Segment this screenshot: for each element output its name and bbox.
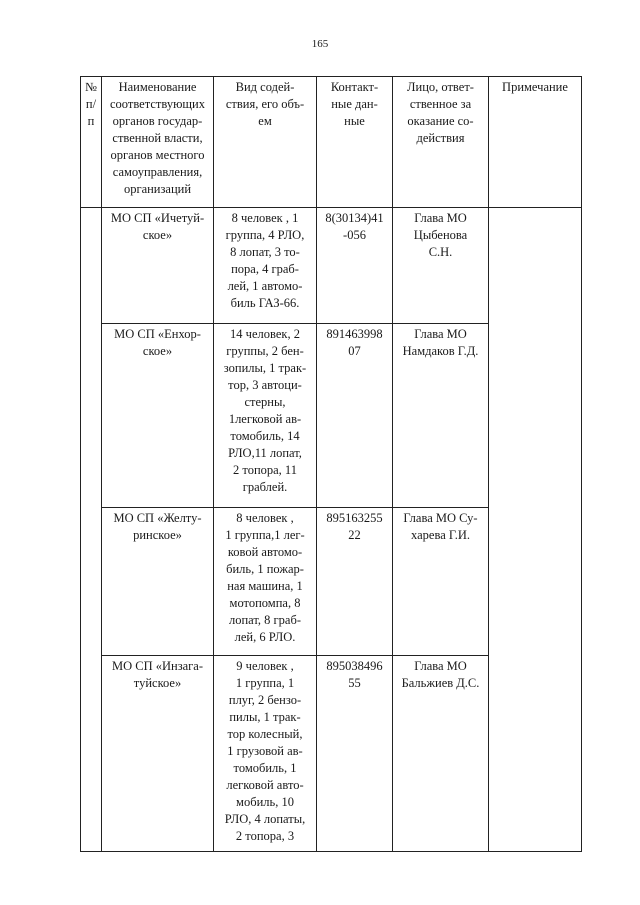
contact-cell: 891463998 07 bbox=[317, 324, 393, 508]
header-responsible: Лицо, ответ- ственное за оказание со- действия bbox=[393, 77, 489, 208]
org-cell: МО СП «Ичетуй- ское» bbox=[102, 208, 214, 324]
org-cell: МО СП «Енхор- ское» bbox=[102, 324, 214, 508]
assistance-cell: 8 человек , 1 группа,1 лег- ковой автомо- биль, 1 пожар- ная машина, 1 мотопомпа, 8 лопат, 8 граб- лей, 6 РЛО. bbox=[214, 508, 317, 656]
contact-cell: 895163255 22 bbox=[317, 508, 393, 656]
number-cell bbox=[81, 208, 102, 852]
page-number: 165 bbox=[311, 38, 329, 50]
header-number: № п/ п bbox=[81, 77, 102, 208]
table-row bbox=[81, 208, 582, 324]
responsible-cell: Глава МО Бальжиев Д.С. bbox=[393, 656, 489, 852]
note-cell bbox=[489, 208, 582, 852]
responsible-cell: Глава МО Цыбенова С.Н. bbox=[393, 208, 489, 324]
contact-cell: 895038496 55 bbox=[317, 656, 393, 852]
org-cell: МО СП «Инзага- туйское» bbox=[102, 656, 214, 852]
responsible-cell: Глава МО Су- харева Г.И. bbox=[393, 508, 489, 656]
responsible-cell: Глава МО Намдаков Г.Д. bbox=[393, 324, 489, 508]
header-contact: Контакт- ные дан- ные bbox=[317, 77, 393, 208]
header-assistance: Вид содей- ствия, его объ- ем bbox=[214, 77, 317, 208]
org-cell: МО СП «Желту- ринское» bbox=[102, 508, 214, 656]
table-header-row bbox=[81, 77, 582, 208]
assistance-cell: 14 человек, 2 группы, 2 бен- зопилы, 1 трак- тор, 3 автоци- стерны, 1легковой ав- томобиль, 14 РЛО,11 лопат, 2 топора, 11 граблей. bbox=[214, 324, 317, 508]
header-organization: Наименование соответствующих органов государ- ственной власти, органов местного самоуправления, организаций bbox=[102, 77, 214, 208]
header-note: Примечание bbox=[489, 77, 582, 208]
assistance-table bbox=[80, 76, 582, 852]
assistance-cell: 8 человек , 1 группа, 4 РЛО, 8 лопат, 3 то- пора, 4 граб- лей, 1 автомо- биль ГАЗ-66. bbox=[214, 208, 317, 324]
contact-cell: 8(30134)41 -056 bbox=[317, 208, 393, 324]
assistance-cell: 9 человек , 1 группа, 1 плуг, 2 бензо- пилы, 1 трак- тор колесный, 1 грузовой ав- томобиль, 1 легковой авто- мобиль, 10 РЛО, 4 лопаты, 2 топора, 3 bbox=[214, 656, 317, 852]
